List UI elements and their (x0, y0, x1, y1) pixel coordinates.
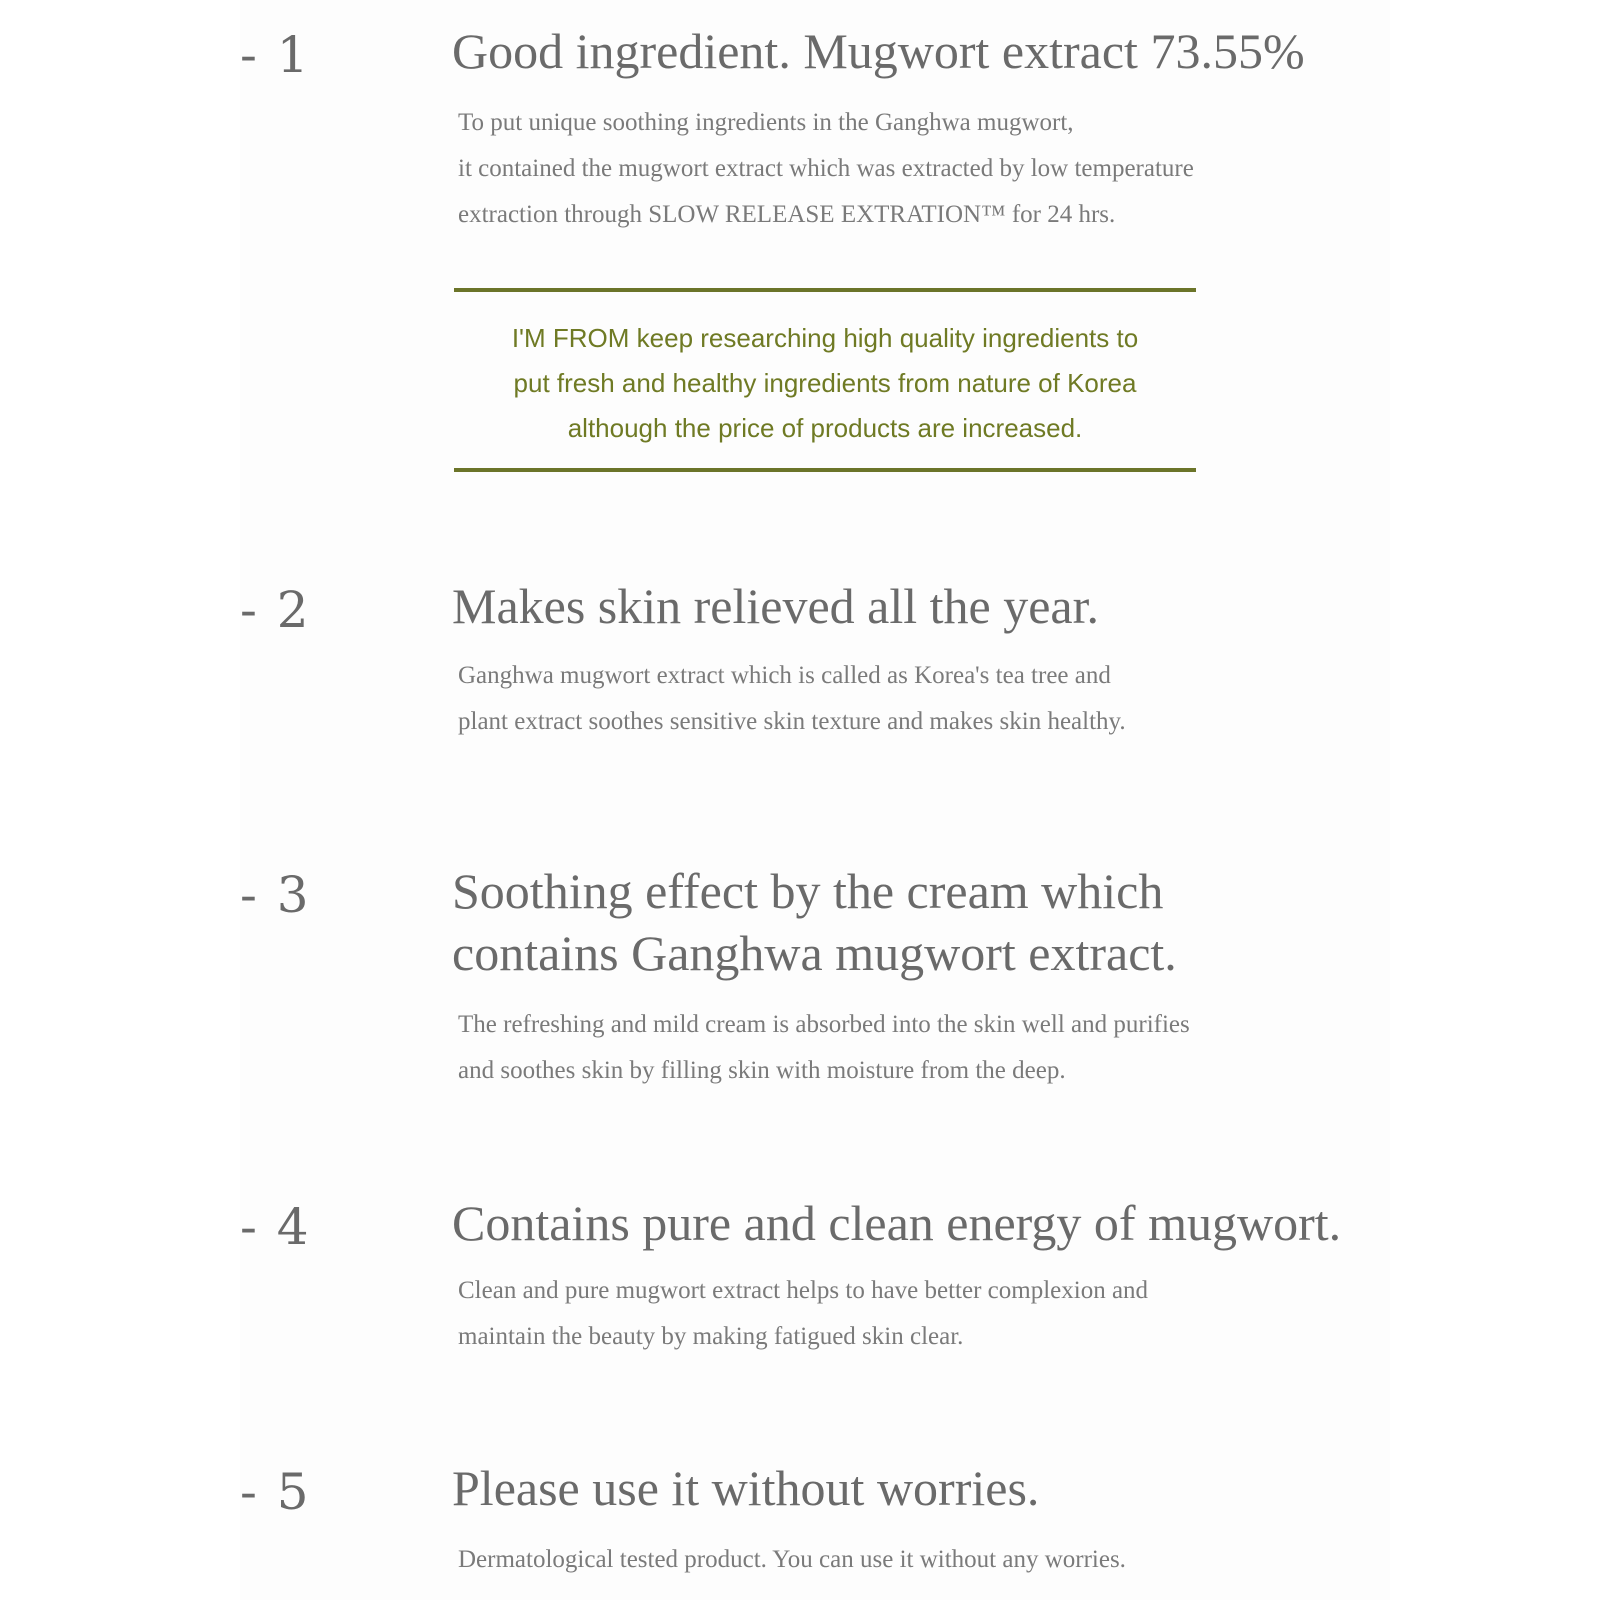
point-title-line: Please use it without worries. (452, 1460, 1040, 1516)
quote-line: put fresh and healthy ingredients from nature of Korea (513, 368, 1137, 398)
point-desc-1 (458, 100, 1194, 238)
point-title-2 (452, 575, 1099, 637)
point-title-5 (452, 1457, 1039, 1519)
point-desc-line: Clean and pure mugwort extract helps to have better complexion and (458, 1277, 1149, 1304)
point-title-line: contains Ganghwa mugwort extract. (452, 925, 1177, 981)
point-desc-line: extraction through SLOW RELEASE EXTRATION™ for 24 hrs. (458, 201, 1116, 228)
point-desc-line: plant extract soothes sensitive skin texture and makes skin healthy. (458, 708, 1126, 735)
quote-line: although the price of products are increased. (567, 413, 1083, 443)
point-title-line: Contains pure and clean energy of mugwort. (452, 1195, 1342, 1251)
brand-quote-box (454, 288, 1196, 472)
point-desc-2 (458, 653, 1126, 745)
quote-line: I'M FROM keep researching high quality ingredients to (511, 323, 1139, 353)
point-desc-4 (458, 1268, 1148, 1360)
point-title-1 (452, 20, 1305, 82)
point-title-line: Good ingredient. Mugwort extract 73.55% (452, 23, 1305, 79)
point-desc-line: Dermatological tested product. You can use it without any worries. (458, 1546, 1126, 1573)
point-desc-line: maintain the beauty by making fatigued skin clear. (458, 1323, 964, 1350)
point-number-5: - 5 (240, 1463, 311, 1521)
point-title-line: Soothing effect by the cream which (452, 863, 1164, 919)
point-desc-line: To put unique soothing ingredients in the Ganghwa mugwort, (458, 109, 1074, 136)
point-title-3 (452, 860, 1177, 984)
point-number-1: - 1 (240, 26, 311, 84)
point-desc-line: and soothes skin by filling skin with moisture from the deep. (458, 1057, 1066, 1084)
content-panel (240, 0, 1390, 1600)
point-desc-5 (458, 1537, 1126, 1583)
point-number-3: - 3 (240, 866, 311, 924)
point-number-2: - 2 (240, 581, 311, 639)
point-number-4: - 4 (240, 1198, 311, 1256)
point-desc-3 (458, 1002, 1190, 1094)
point-desc-line: it contained the mugwort extract which was extracted by low temperature (458, 155, 1194, 182)
point-desc-line: The refreshing and mild cream is absorbed into the skin well and purifies (458, 1011, 1190, 1038)
point-title-line: Makes skin relieved all the year. (452, 578, 1099, 634)
point-title-4 (452, 1192, 1341, 1254)
point-desc-line: Ganghwa mugwort extract which is called as Korea's tea tree and (458, 662, 1111, 689)
